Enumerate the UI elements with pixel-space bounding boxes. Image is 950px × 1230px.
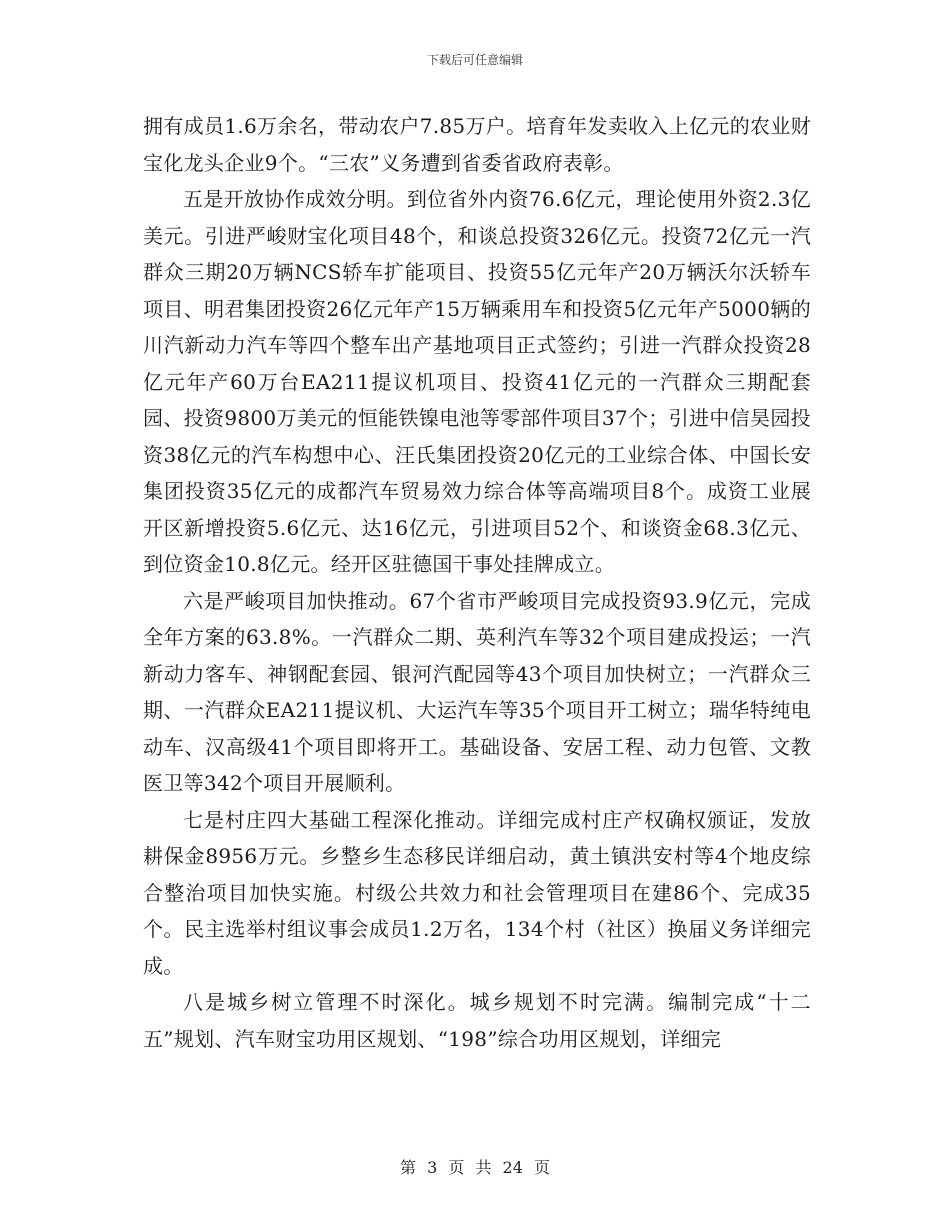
paragraph-1: 拥有成员1.6万余名，带动农户7.85万户。培育年发卖收入上亿元的农业财宝化龙头企业9个。“三农”义务遭到省委省政府表彰。 [143,114,811,175]
paragraph-2: 五是开放协作成效分明。到位省外内资76.6亿元，理论使用外资2.3亿美元。引进严峻财宝化项目48个，和谈总投资326亿元。投资72亿元一汽群众三期20万辆NCS轿车扩能项目、投资55亿元年产20万辆沃尔沃轿车项目、明君集团投资26亿元年产15万辆乘用车和投资5亿元年产5000辆的川汽新动力汽车等四个整车出产基地项目正式签约；引进一汽群众投资28亿元年产60万台EA211提议机项目、投资41亿元的一汽群众三期配套园、投资9800万美元的恒能铁镍电池等零部件项目37个；引进中信昊园投资38亿元的汽车构想中心、汪氏集团投资20亿元的工业综合体、中国长安集团投资35亿元的成都汽车贸易效力综合体等高端项目8个。成资工业展开区新增投资5.6亿元、达16亿元，引进项目52个、和谈资金68.3亿元、到位资金10.8亿元。经开区驻德国干事处挂牌成立。 [143,187,811,576]
page-header: 下载后可任意编辑 [426,53,523,67]
paragraph-4: 七是村庄四大基础工程深化推动。详细完成村庄产权确权颁证，发放耕保金8956万元。乡整乡生态移民详细启动，黄土镇洪安村等4个地皮综合整治项目加快实施。村级公共效力和社会管理项目在建86个、完成35个。民主选举村组议事会成员1.2万名，134个村（社区）换届义务详细完成。 [143,807,811,978]
document-body [143,108,811,1057]
paragraph-5: 八是城乡树立管理不时深化。城乡规划不时完满。编制完成“十二五”规划、汽车财宝功用区规划、“198”综合功用区规划，详细完 [143,990,811,1051]
paragraph-3: 六是严峻项目加快推动。67个省市严峻项目完成投资93.9亿元，完成全年方案的63.8%。一汽群众二期、英利汽车等32个项目建成投运；一汽新动力客车、神钢配套园、银河汽配园等43个项目加快树立；一汽群众三期、一汽群众EA211提议机、大运汽车等35个项目开工树立；瑞华特纯电动车、汉高级41个项目即将开工。基础设备、安居工程、动力包管、文教医卫等342个项目开展顺利。 [143,588,811,795]
page-number: 第 3 页 共 24 页 [400,1158,550,1177]
